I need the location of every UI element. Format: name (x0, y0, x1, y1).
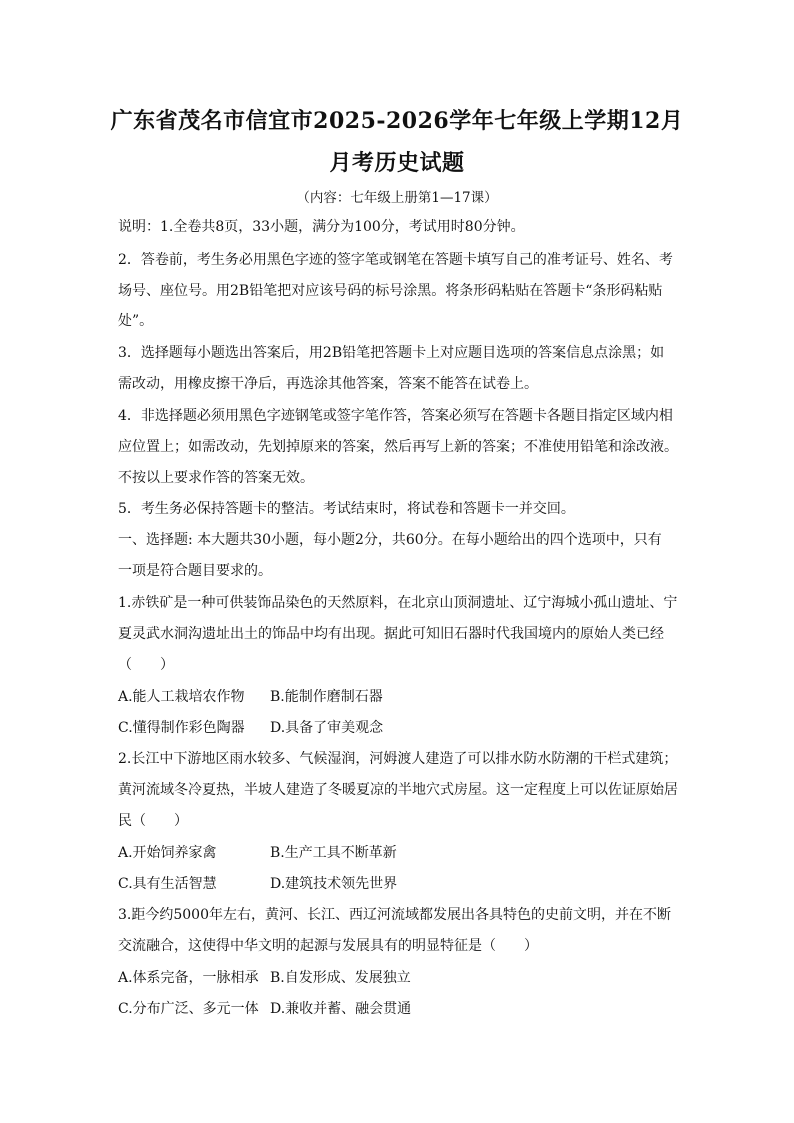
section-header-line: 一项是符合题目要求的。 (118, 563, 272, 579)
instruction-line: 需改动，用橡皮擦干净后，再选涂其他答案，答案不能答在试卷上。 (118, 376, 538, 392)
question-2-stem: 黄河流域冬冷夏热，半坡人建造了冬暖夏凉的半地穴式房屋。这一定程度上可以佐证原始居 (118, 782, 678, 798)
q2-option-a: A.开始饲养家禽 (118, 845, 217, 861)
q3-option-d: D.兼收并蓄、融会贯通 (270, 1001, 412, 1017)
q2-option-b: B.生产工具不断革新 (270, 845, 397, 861)
q1-option-c: C.懂得制作彩色陶器 (118, 720, 245, 736)
q3-option-c: C.分布广泛、多元一体 (118, 1001, 259, 1017)
instruction-line: 2．答卷前，考生务必用黑色字迹的签字笔或钢笔在答题卡填写自己的准考证号、姓名、考 (118, 252, 673, 268)
instruction-line: 3．选择题每小题选出答案后，用2B铅笔把答题卡上对应题目选项的答案信息点涂黑；如 (118, 345, 665, 361)
q2-option-d: D.建筑技术领先世界 (270, 876, 398, 892)
question-1-stem: （ ） (118, 657, 174, 673)
instruction-line: 应位置上；如需改动，先划掉原来的答案，然后再写上新的答案；不准使用铅笔和涂改液。 (118, 439, 678, 455)
question-1-stem: 夏灵武水洞沟遗址出土的饰品中均有出现。据此可知旧石器时代我国境内的原始人类已经 (118, 626, 664, 642)
q2-option-c: C.具有生活智慧 (118, 876, 217, 892)
q3-option-b: B.自发形成、发展独立 (270, 970, 411, 986)
question-3-stem: 3.距今约5000年左右，黄河、长江、西辽河流域都发展出各具特色的史前文明，并在不断 (118, 907, 671, 923)
question-2-stem: 民（ ） (118, 813, 188, 829)
instruction-line: 处”。 (118, 313, 154, 329)
section-header-line: 一、选择题: 本大题共30小题，每小题2分，共60分。在每小题给出的四个选项中，只有 (118, 532, 662, 548)
instruction-line: 场号、座位号。用2B铅笔把对应该号码的标号涂黑。将条形码粘贴在答题卡“条形码粘贴 (118, 283, 663, 299)
exam-title-line1: 广东省茂名市信宜市2025-2026学年七年级上学期12月 (110, 108, 684, 134)
instruction-line: 4．非选择题必须用黑色字迹钢笔或签字笔作答，答案必须写在答题卡各题目指定区域内相 (118, 408, 673, 424)
instruction-line: 说明：1.全卷共8页，33小题，满分为100分，考试用时80分钟。 (118, 219, 525, 235)
exam-title-line2: 月考历史试题 (329, 150, 465, 176)
q3-option-a: A.体系完备，一脉相承 (118, 970, 259, 986)
q1-option-b: B.能制作磨制石器 (270, 689, 383, 705)
q1-option-a: A.能人工栽培农作物 (118, 689, 245, 705)
instruction-line: 不按以上要求作答的答案无效。 (118, 470, 314, 486)
question-2-stem: 2.长江中下游地区雨水较多、气候湿润，河姆渡人建造了可以排水防水防潮的干栏式建筑； (118, 751, 678, 767)
exam-subtitle: （内容：七年级上册第1—17课） (296, 190, 498, 206)
q1-option-d: D.具备了审美观念 (270, 720, 384, 736)
instruction-line: 5．考生务必保持答题卡的整洁。考试结束时，将试卷和答题卡一并交回。 (118, 501, 575, 517)
question-1-stem: 1.赤铁矿是一种可供装饰品染色的天然原料，在北京山顶洞遗址、辽宁海城小孤山遗址、宁 (118, 595, 678, 611)
question-3-stem: 交流融合，这使得中华文明的起源与发展具有的明显特征是（ ） (118, 938, 538, 954)
